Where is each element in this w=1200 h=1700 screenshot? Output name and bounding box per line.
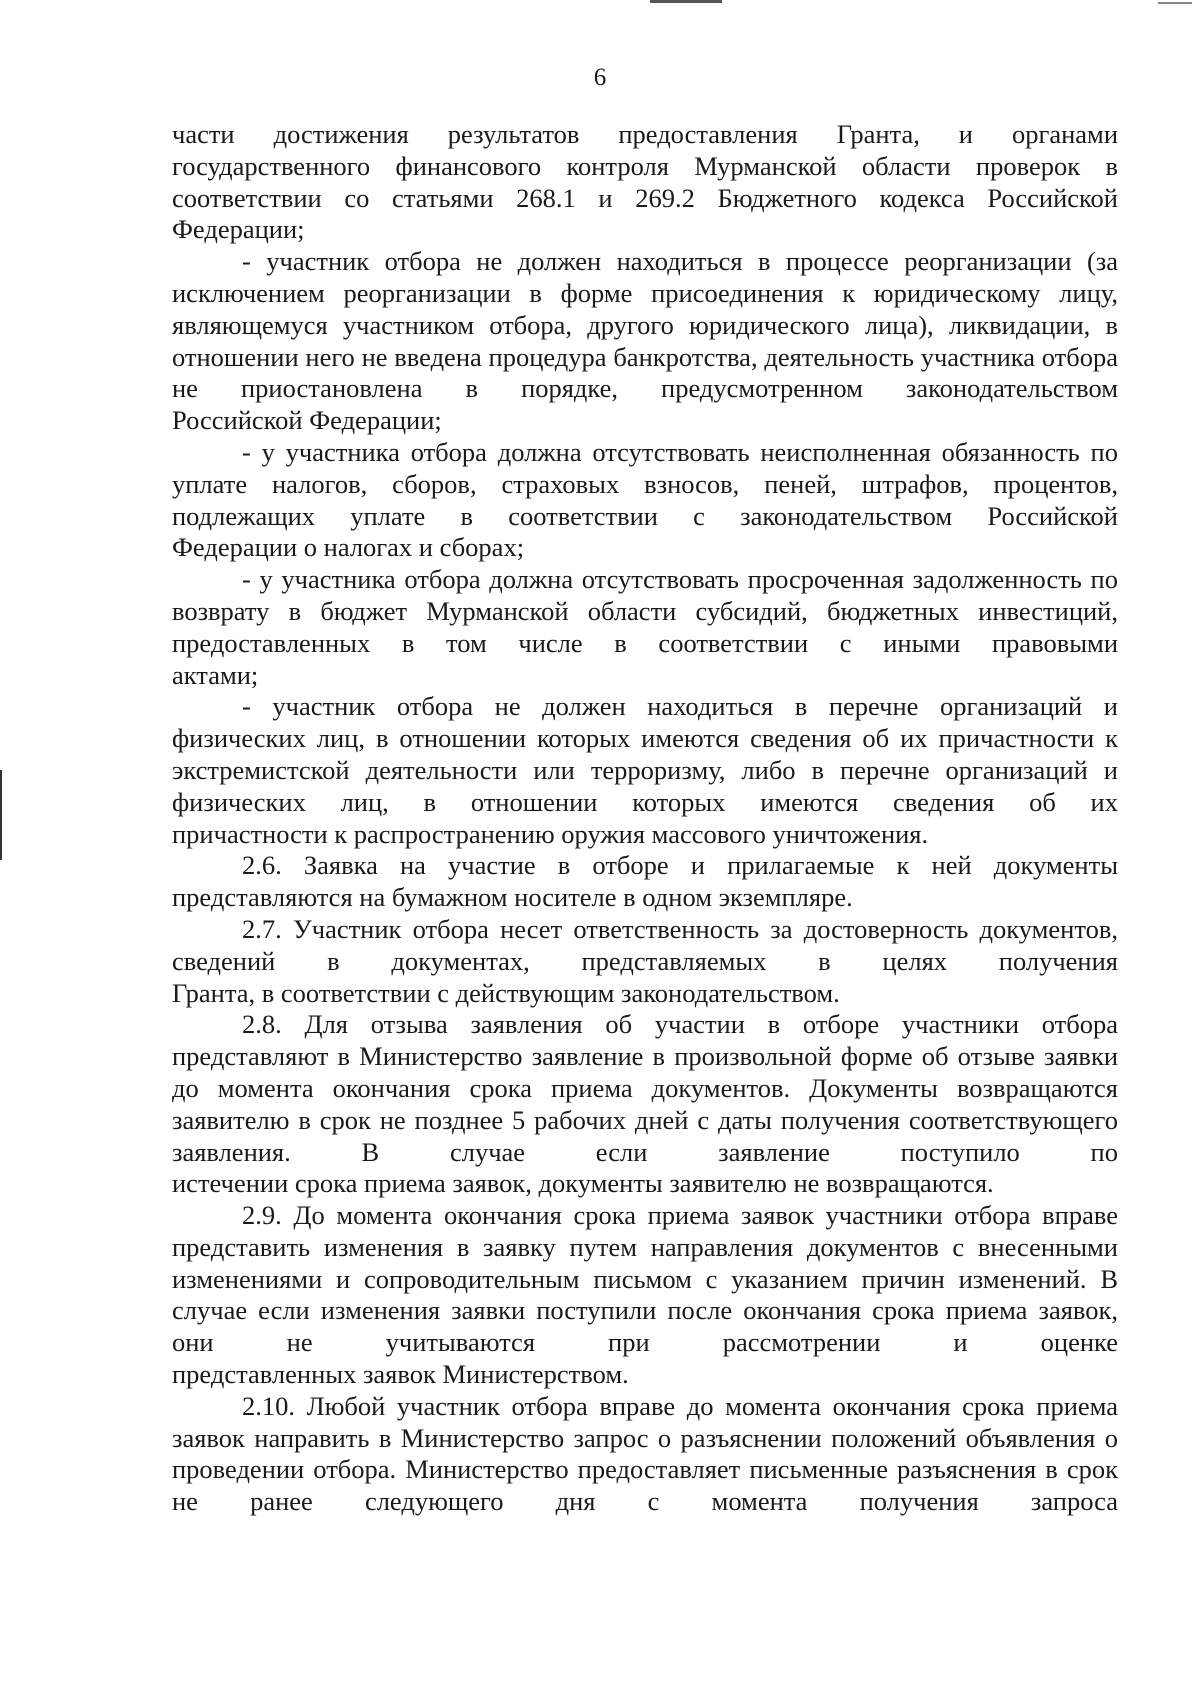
paragraph-text: - у участника отбора должна отсутствовать неисполненная обязанность по уплате налогов, сборов, страховых взносов, пеней, штрафов, процентов, подлежащих уплате в соответствии с законодательством Российской bbox=[172, 436, 1118, 531]
paragraph-text: 2.8. Для отзыва заявления об участии в отборе участники отбора представляют в Министерство заявление в произвольной форме об отзыве заявки до момента окончания срока приема документов. Документы возвращаются заявителю в срок не позднее 5 рабочих дней с даты получения соответствующего заявления. В случае если заявление поступило по bbox=[172, 1009, 1118, 1167]
paragraph-text: - у участника отбора должна отсутствовать просроченная задолженность по возврату в бюджет Мурманской области субсидий, бюджетных инвестиций, предоставленных в том числе в соответствии с иными правовыми bbox=[172, 564, 1118, 658]
paragraph-clause-2-6 bbox=[172, 850, 1118, 914]
paragraph-last-line: представляются на бумажном носителе в одном экземпляре. bbox=[172, 882, 853, 913]
paragraph-text: 2.10. Любой участник отбора вправе до момента окончания срока приема заявок направить в Министерство запрос о разъяснении положений объявления о проведении отбора. Министерство предоставляет письменные разъяснения в срок не ранее следующего дня с момента получения запроса bbox=[172, 1390, 1118, 1517]
scan-artifact-top bbox=[650, 0, 722, 3]
scan-artifact-corner bbox=[1158, 2, 1192, 4]
paragraph-extremism-list bbox=[172, 691, 1118, 850]
paragraph-clause-2-7 bbox=[172, 914, 1118, 1009]
paragraph-clause-2-8 bbox=[172, 1009, 1118, 1200]
paragraph-text: части достижения результатов предоставления Гранта, и органами государственного финансового контроля Мурманской области проверок в соответствии со статьями 268.1 и 269.2 Бюджетного кодекса Российской bbox=[172, 119, 1118, 213]
paragraph-overdue-debt bbox=[172, 564, 1118, 691]
scan-margin-line bbox=[0, 770, 2, 860]
paragraph-last-line: причастности к распространению оружия массового уничтожения. bbox=[172, 818, 929, 849]
paragraph-reorganization bbox=[172, 246, 1118, 437]
paragraph-clause-2-10 bbox=[172, 1391, 1118, 1518]
paragraph-text: 2.9. До момента окончания срока приема заявок участники отбора вправе представить изменения в заявку путем направления документов с внесенными изменениями и сопроводительным письмом с указанием причин изменений. В случае если изменения заявки поступили после окончания срока приема заявок, они не учитываются при рассмотрении и оценке bbox=[172, 1200, 1118, 1358]
paragraph-text: 2.6. Заявка на участие в отборе и прилагаемые к ней документы bbox=[242, 850, 1118, 881]
paragraph-clause-2-9 bbox=[172, 1200, 1118, 1391]
paragraph-text: 2.7. Участник отбора несет ответственность за достоверность документов, сведений в документах, представляемых в целях получения bbox=[172, 913, 1118, 976]
paragraph-last-line: Гранта, в соответствии с действующим законодательством. bbox=[172, 977, 840, 1008]
paragraph-grant-control bbox=[172, 119, 1118, 246]
paragraph-last-line: Федерации; bbox=[172, 214, 305, 245]
document-body bbox=[172, 119, 1118, 1518]
paragraph-text: - участник отбора не должен находиться в процессе реорганизации (за исключением реорганизации в форме присоединения к юридическому лицу, являющемуся участником отбора, другого юридического лица), ликвидации, в отношении него не введена процедура банкротства, деятельность участника отбора не приостановлена в порядке, предусмотренном законодательством bbox=[172, 246, 1118, 404]
paragraph-last-line: истечении срока приема заявок, документы заявителю не возвращаются. bbox=[172, 1168, 994, 1199]
paragraph-tax-obligations bbox=[172, 437, 1118, 564]
paragraph-last-line: актами; bbox=[172, 659, 259, 690]
paragraph-last-line: Российской Федерации; bbox=[172, 405, 442, 436]
page-number: 6 bbox=[593, 64, 607, 91]
paragraph-last-line: Федерации о налогах и сборах; bbox=[172, 532, 525, 563]
paragraph-text: - участник отбора не должен находиться в перечне организаций и физических лиц, в отношении которых имеются сведения об их причастности к экстремистской деятельности или терроризму, либо в перечне организаций и физических лиц, в отношении которых имеются сведения об их bbox=[172, 691, 1118, 817]
paragraph-last-line: представленных заявок Министерством. bbox=[172, 1359, 629, 1390]
